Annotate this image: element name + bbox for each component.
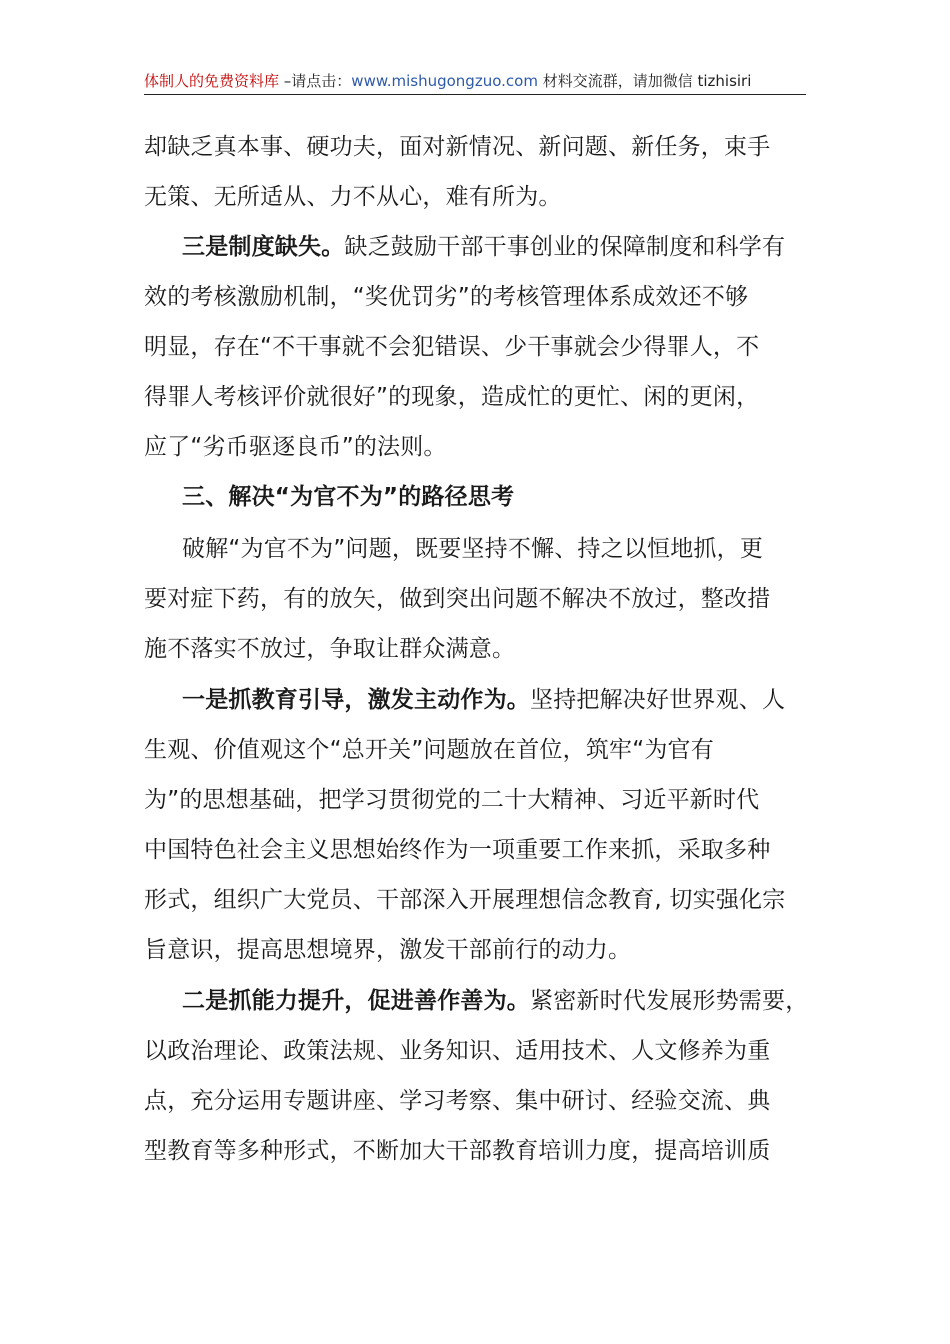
- paragraph-first-line: [182, 986, 808, 1016]
- paragraph-first-line: [182, 685, 785, 715]
- body-line: 点，充分运用专题讲座、学习考察、集中研讨、经验交流、典: [144, 1088, 771, 1114]
- body-line: 为”的思想基础，把学习贯彻党的二十大精神、习近平新时代: [144, 787, 760, 813]
- body-line: 破解“为官不为”问题，既要坚持不懈、持之以恒地抓，更: [182, 536, 764, 562]
- body-line: 得罪人考核评价就很好”的现象，造成忙的更忙、闲的更闲，: [144, 384, 760, 410]
- body-line: 要对症下药，有的放矢，做到突出问题不解决不放过，整改措: [144, 586, 771, 612]
- body-line: 生观、价值观这个“总开关”问题放在首位，筑牢“为官有: [144, 737, 714, 763]
- body-line: 明显，存在“不干事就不会犯错误、少干事就会少得罪人，不: [144, 334, 760, 360]
- paragraph-lead: 一是抓教育引导，激发主动作为。: [182, 687, 530, 713]
- page-header: [144, 68, 806, 95]
- header-prompt: –请点击：: [279, 72, 352, 90]
- body-line: 应了“劣币驱逐良币”的法则。: [144, 434, 447, 460]
- body-line: 施不落实不放过，争取让群众满意。: [144, 636, 516, 662]
- body-line: 以政治理论、政策法规、业务知识、适用技术、人文修养为重: [144, 1038, 771, 1064]
- body-line: 形式，组织广大党员、干部深入开展理想信念教育, 切实强化宗: [144, 887, 786, 913]
- body-line: 却缺乏真本事、硬功夫，面对新情况、新问题、新任务，束手: [144, 134, 771, 160]
- body-line: 中国特色社会主义思想始终作为一项重要工作来抓，采取多种: [144, 837, 771, 863]
- header-site-name: 体制人的免费资料库: [144, 72, 280, 90]
- header-url-link[interactable]: www.mishugongzuo.com: [351, 72, 538, 90]
- body-line: 型教育等多种形式，不断加大干部教育培训力度，提高培训质: [144, 1138, 771, 1164]
- paragraph-lead: 二是抓能力提升，促进善作善为。: [182, 988, 530, 1014]
- paragraph-text: 紧密新时代发展形势需要，: [530, 988, 809, 1014]
- paragraph-lead: 三是制度缺失。: [182, 234, 345, 260]
- body-line: 效的考核激励机制，“奖优罚劣”的考核管理体系成效还不够: [144, 284, 749, 310]
- body-line: 旨意识，提高思想境界，激发干部前行的动力。: [144, 937, 632, 963]
- header-contact: 材料交流群，请加微信 tizhisiri: [537, 72, 752, 90]
- paragraph-text: 缺乏鼓励干部干事创业的保障制度和科学有: [344, 234, 786, 260]
- paragraph-text: 坚持把解决好世界观、人: [530, 687, 786, 713]
- section-heading: 三、解决“为官不为”的路径思考: [182, 484, 515, 510]
- paragraph-first-line: [182, 232, 785, 262]
- body-line: 无策、无所适从、力不从心，难有所为。: [144, 184, 562, 210]
